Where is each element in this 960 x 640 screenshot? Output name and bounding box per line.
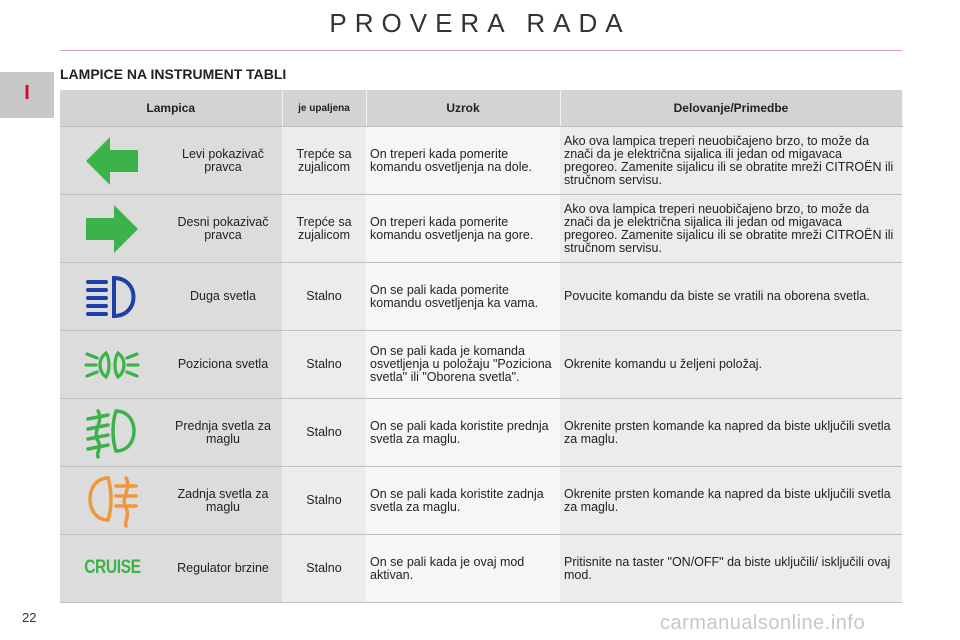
section-title: LAMPICE NA INSTRUMENT TABLI — [60, 66, 287, 82]
lamp-name: Prednja svetla za maglu — [164, 399, 282, 467]
lamp-action: Povucite komandu da biste se vratili na oborena svetla. — [560, 263, 902, 331]
header-state: je upaljena — [282, 90, 366, 127]
table-row — [60, 331, 902, 399]
header-action: Delovanje/Primedbe — [560, 90, 902, 127]
table-row — [60, 263, 902, 331]
page-number: 22 — [22, 610, 37, 625]
lamp-name: Levi pokazivač pravca — [164, 127, 282, 195]
lamp-state: Stalno — [282, 399, 366, 467]
lamp-state: Trepće sa zujalicom — [282, 127, 366, 195]
lamp-action: Ako ova lampica treperi neuobičajeno brzo, to može da znači da je električna sijalica ili jedan od migavaca pregoreo. Zamenite sijalicu ili se obratite mreži CITROËN ili stručnom servisu. — [560, 195, 902, 263]
chapter-letter: I — [24, 82, 30, 104]
lamp-action: Pritisnite na taster "ON/OFF" da biste uključili/ isključili ovaj mod. — [560, 535, 902, 603]
table-row — [60, 127, 902, 195]
table-row — [60, 195, 902, 263]
lamp-cause: On se pali kada pomerite komandu osvetljenja ka vama. — [366, 263, 560, 331]
lamp-cause: On se pali kada koristite zadnja svetla za maglu. — [366, 467, 560, 535]
lamp-cause: On treperi kada pomerite komandu osvetljenja na gore. — [366, 195, 560, 263]
lamp-state: Stalno — [282, 331, 366, 399]
right-turn-arrow-icon — [84, 202, 140, 256]
lamp-name: Regulator brzine — [164, 535, 282, 603]
lamp-state: Trepće sa zujalicom — [282, 195, 366, 263]
high-beam-icon — [82, 274, 142, 320]
lamp-name: Zadnja svetla za maglu — [164, 467, 282, 535]
lamp-state: Stalno — [282, 263, 366, 331]
table-header-row — [60, 90, 902, 127]
lamp-name: Duga svetla — [164, 263, 282, 331]
lamp-state: Stalno — [282, 467, 366, 535]
rear-fog-light-icon — [82, 474, 142, 528]
lamp-name: Desni pokazivač pravca — [164, 195, 282, 263]
lamp-cause: On se pali kada koristite prednja svetla za maglu. — [366, 399, 560, 467]
left-turn-arrow-icon — [84, 134, 140, 188]
lamp-cause: On se pali kada je ovaj mod aktivan. — [366, 535, 560, 603]
front-fog-light-icon — [82, 407, 142, 459]
lamp-action: Okrenite komandu u željeni položaj. — [560, 331, 902, 399]
table-row — [60, 467, 902, 535]
lamp-name: Poziciona svetla — [164, 331, 282, 399]
lamp-cause: On treperi kada pomerite komandu osvetljenja na dole. — [366, 127, 560, 195]
header-lamp: Lampica — [60, 90, 282, 127]
watermark: carmanualsonline.info — [660, 612, 866, 634]
warning-lamps-table — [60, 90, 903, 603]
table-row — [60, 399, 902, 467]
table-row — [60, 535, 902, 603]
title-divider — [60, 50, 902, 51]
header-cause: Uzrok — [366, 90, 560, 127]
position-lights-icon — [82, 345, 142, 385]
page-title: PROVERA RADA — [329, 8, 631, 38]
lamp-action: Okrenite prsten komande ka napred da biste uključili svetla za maglu. — [560, 399, 902, 467]
cruise-icon: CRUISE — [83, 557, 141, 578]
lamp-cause: On se pali kada je komanda osvetljenja u položaju "Poziciona svetla" ili "Oborena svetla". — [366, 331, 560, 399]
lamp-state: Stalno — [282, 535, 366, 603]
lamp-action: Ako ova lampica treperi neuobičajeno brzo, to može da znači da je električna sijalica ili jedan od migavaca pregoreo. Zamenite sijalicu ili se obratite mreži CITROËN ili stručnom servisu. — [560, 127, 902, 195]
lamp-action: Okrenite prsten komande ka napred da biste uključili svetla za maglu. — [560, 467, 902, 535]
